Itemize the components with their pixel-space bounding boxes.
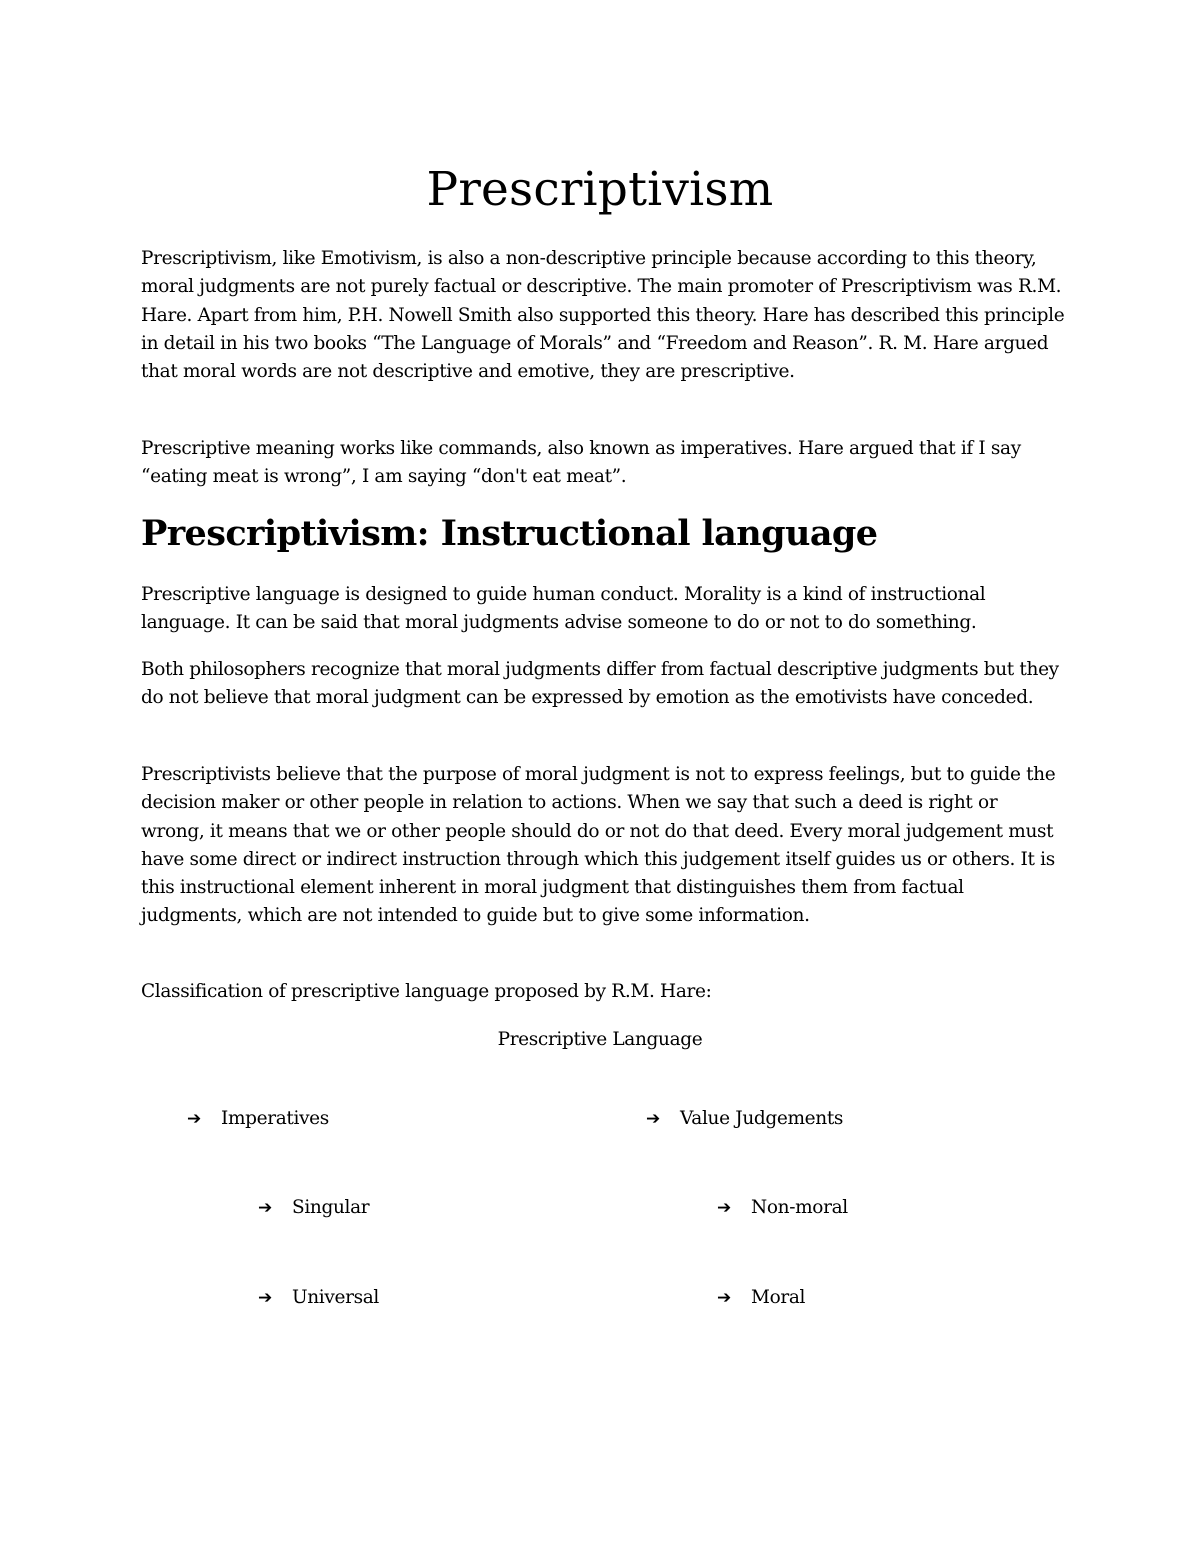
classification-item-imperatives bbox=[187, 1105, 329, 1133]
classification-item-label: Universal bbox=[292, 1287, 379, 1308]
section-paragraph-4: Classification of prescriptive language proposed by R.M. Hare: bbox=[141, 981, 712, 1002]
classification-item-label: Imperatives bbox=[221, 1108, 329, 1129]
section-paragraph-4-block bbox=[141, 978, 1066, 1006]
intro-paragraph-2-block bbox=[141, 435, 1066, 492]
arrow-right-icon: ➔ bbox=[258, 1288, 272, 1308]
intro-paragraph-1-block bbox=[141, 245, 1066, 386]
classification-item-non-moral bbox=[717, 1194, 848, 1222]
page-title: Prescriptivism bbox=[426, 162, 774, 217]
classification-item-label: Moral bbox=[751, 1287, 806, 1308]
arrow-right-icon: ➔ bbox=[717, 1288, 731, 1308]
section-paragraph-3: Prescriptivists believe that the purpose of moral judgment is not to express feelings, but to guide the decision maker or other people in relation to actions. When we say that such a deed is right or wrong, it means that we or other people should do or not do that deed. Every moral judgement must have some direct or indirect instruction through which this judgement itself guides us or others. It is this instructional element inherent in moral judgment that distinguishes them from factual judgments, which are not intended to guide but to give some information. bbox=[141, 764, 1056, 927]
classification-item-label: Non-moral bbox=[751, 1197, 848, 1218]
section-paragraph-1: Prescriptive language is designed to guide human conduct. Morality is a kind of instructional language. It can be said that moral judgments advise someone to do or not to do something. bbox=[141, 584, 986, 634]
arrow-right-icon: ➔ bbox=[258, 1198, 272, 1218]
section-paragraph-2: Both philosophers recognize that moral judgments differ from factual descriptive judgments but they do not believe that moral judgment can be expressed by emotion as the emotivists have conceded. bbox=[141, 659, 1059, 709]
classification-item-label: Singular bbox=[292, 1197, 370, 1218]
intro-paragraph-1: Prescriptivism, like Emotivism, is also a non-descriptive principle because according to this theory, moral judgments are not purely factual or descriptive. The main promoter of Prescriptivism was R.M. Hare. Apart from him, P.H. Nowell Smith also supported this theory. Hare has described this principle in detail in his two books “The Language of Morals” and “Freedom and Reason”. R. M. Hare argued that moral words are not descriptive and emotive, they are prescriptive. bbox=[141, 248, 1065, 383]
section-paragraph-1-block bbox=[141, 581, 1066, 638]
classification-item-singular bbox=[258, 1194, 369, 1222]
section-paragraph-3-block bbox=[141, 761, 1066, 931]
arrow-right-icon: ➔ bbox=[646, 1109, 660, 1129]
section-heading: Prescriptivism: Instructional language bbox=[141, 513, 878, 554]
classification-item-universal bbox=[258, 1284, 379, 1312]
classification-item-moral bbox=[717, 1284, 805, 1312]
section-paragraph-2-block bbox=[141, 656, 1066, 713]
classification-item-value-judgements bbox=[646, 1105, 843, 1133]
arrow-right-icon: ➔ bbox=[187, 1109, 201, 1129]
classification-item-label: Value Judgements bbox=[680, 1108, 844, 1129]
arrow-right-icon: ➔ bbox=[717, 1198, 731, 1218]
intro-paragraph-2: Prescriptive meaning works like commands, also known as imperatives. Hare argued that if I say “eating meat is wrong”, I am saying “don't eat meat”. bbox=[141, 438, 1021, 488]
classification-root: Prescriptive Language bbox=[497, 1029, 703, 1050]
